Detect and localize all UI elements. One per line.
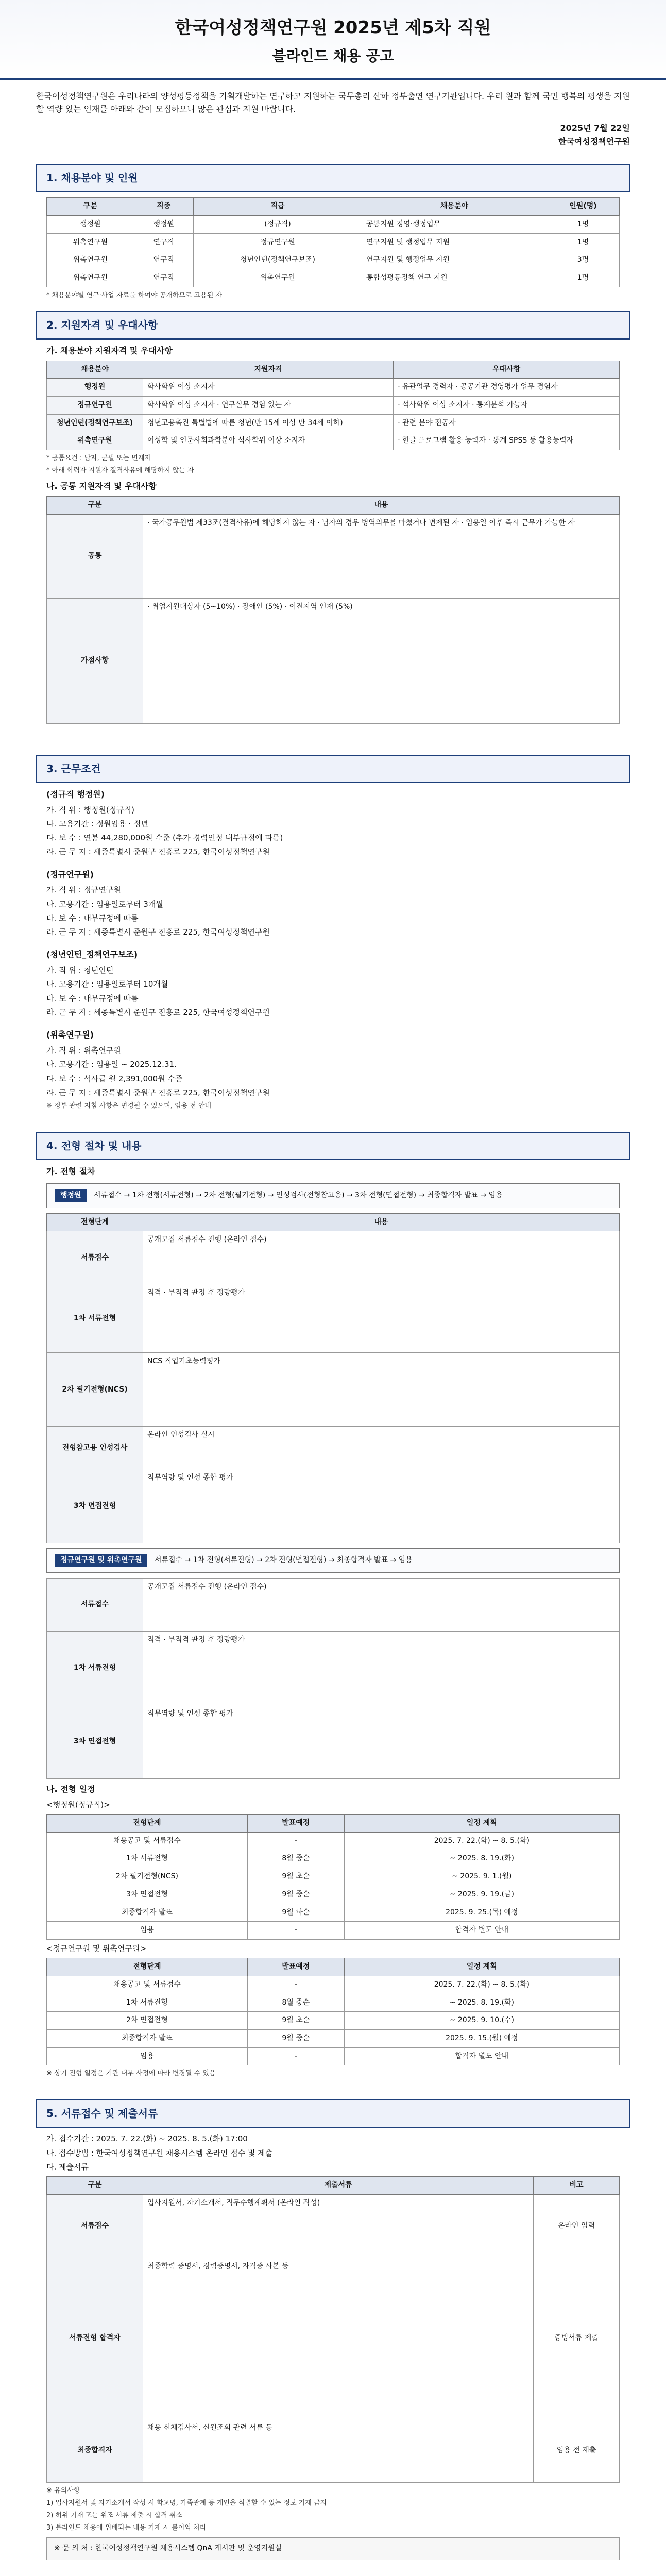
cell: 최종합격자 발표 (47, 1904, 248, 1922)
submit-note: 1) 입사지원서 및 자기소개서 작성 시 학교명, 가족관계 등 개인을 식별할 수 있는 정보 기재 금지 (46, 2499, 327, 2507)
cell: 서류전형 합격자 (47, 2258, 143, 2419)
cell: 임용 (47, 2047, 248, 2065)
table-row (47, 2029, 620, 2047)
cell: 공개모집 서류접수 진행 (온라인 접수) (143, 1231, 620, 1284)
process-flow-2 (46, 1548, 620, 1573)
cell: - (247, 1922, 344, 1940)
cell: 행정원 (47, 379, 143, 397)
cell: NCS 직업기초능력평가 (143, 1353, 620, 1427)
table-row (47, 397, 620, 415)
cell: 공개모집 서류접수 진행 (온라인 접수) (143, 1579, 620, 1632)
cell: ~ 2025. 8. 19.(화) (344, 1994, 619, 2012)
cell: 1명 (547, 269, 619, 287)
cell: ~ 2025. 9. 1.(월) (344, 1868, 619, 1886)
submit-note: 3) 블라인드 채용에 위배되는 내용 기재 시 불이익 처리 (46, 2524, 207, 2532)
cell: 행정원 (47, 215, 134, 233)
qualification-table (46, 361, 620, 450)
cond-line: 다. 보 수 : 석사급 월 2,391,000원 수준 (46, 1074, 183, 1083)
page-header (0, 0, 666, 80)
table-row (47, 414, 620, 432)
section-1-title: 1. 채용분야 및 인원 (36, 164, 630, 192)
submit-line: 나. 접수방법 : 한국여성정책연구원 채용시스템 온라인 접수 및 제출 (46, 2148, 273, 2158)
table-row (47, 1994, 620, 2012)
cell: 2025. 7. 22.(화) ~ 8. 5.(화) (344, 1832, 619, 1850)
table-row (47, 1427, 620, 1469)
cond-line: 나. 고용기간 : 임용일로부터 3개월 (46, 899, 163, 909)
cell: ~ 2025. 8. 19.(화) (344, 1850, 619, 1868)
cell: 9월 초순 (247, 2012, 344, 2030)
cell: 2025. 9. 25.(목) 예정 (344, 1904, 619, 1922)
cell: 전형참고용 인성검사 (47, 1427, 143, 1469)
table-row (47, 1904, 620, 1922)
cell: 2차 면접전형 (47, 2012, 248, 2030)
cell: · 유관업무 경력자 · 공공기관 경영평가 업무 경험자 (394, 379, 620, 397)
submit-line: 다. 제출서류 (46, 2162, 89, 2172)
cell: 온라인 인성검사 실시 (143, 1427, 620, 1469)
cell: 가점사항 (47, 598, 143, 723)
cell: 학사학위 이상 소지자 · 연구실무 경험 있는 자 (143, 397, 394, 415)
cell: 청년인턴(정책연구보조) (47, 414, 143, 432)
cell: 위촉연구원 (47, 233, 134, 251)
table-row (47, 1469, 620, 1543)
cell: ~ 2025. 9. 10.(수) (344, 2012, 619, 2030)
cell: - (247, 1976, 344, 1994)
table-row (47, 215, 620, 233)
table-row (47, 514, 620, 598)
cell: 2025. 7. 22.(화) ~ 8. 5.(화) (344, 1976, 619, 1994)
cond-line: 가. 직 위 : 행정원(정규직) (46, 805, 135, 815)
col-header: 비고 (534, 2177, 620, 2195)
col-header: 전형단계 (47, 1815, 248, 1833)
col-header: 전형단계 (47, 1213, 143, 1231)
col-header: 전형단계 (47, 1958, 248, 1976)
cell: 청년인턴(정책연구보조) (193, 251, 362, 269)
cell: 1명 (547, 215, 619, 233)
table-row (47, 379, 620, 397)
section-3-title: 3. 근무조건 (36, 755, 630, 783)
announce-date: 2025년 7월 22일 (560, 123, 630, 133)
cell: 연구직 (134, 269, 193, 287)
table-row (47, 2419, 620, 2482)
cell: 합격자 별도 안내 (344, 2047, 619, 2065)
schedule-table-2 (46, 1958, 620, 2065)
cond-line: 다. 보 수 : 연봉 44,280,000원 수준 (추가 경력인정 내부규정에 따름) (46, 833, 283, 843)
col-header: 지원자격 (143, 361, 394, 379)
table-row (47, 269, 620, 287)
col-header: 일정 계획 (344, 1815, 619, 1833)
cell: 학사학위 이상 소지자 (143, 379, 394, 397)
table-row (47, 2012, 620, 2030)
col-header: 발표예정 (247, 1958, 344, 1976)
table-row (47, 251, 620, 269)
cell: 2025. 9. 15.(월) 예정 (344, 2029, 619, 2047)
col-header: 채용분야 (362, 198, 547, 216)
cond-line: 라. 근 무 지 : 세종특별시 준원구 진흥로 225, 한국여성정책연구원 (46, 847, 270, 857)
table-row (47, 1705, 620, 1779)
col-header: 일정 계획 (344, 1958, 619, 1976)
table-row (47, 1284, 620, 1353)
col-header: 직급 (193, 198, 362, 216)
cell: 3차 면접전형 (47, 1469, 143, 1543)
cond-line: 나. 고용기간 : 임용일 ~ 2025.12.31. (46, 1060, 177, 1070)
cell: · 국가공무원법 제33조(결격사유)에 해당하지 않는 자 · 남자의 경우 병역의무를 마쳤거나 면제된 자 · 임용일 이후 즉시 근무가 가능한 자 (143, 514, 620, 598)
cell: 증빙서류 제출 (534, 2258, 620, 2419)
cell: 여성학 및 인문사회과학분야 석사학위 이상 소지자 (143, 432, 394, 450)
table-row (47, 1850, 620, 1868)
cell: - (247, 1832, 344, 1850)
cell: 1차 서류전형 (47, 1632, 143, 1705)
section-2b-title: 나. 공통 지원자격 및 우대사항 (46, 481, 157, 492)
cell: 온라인 입력 (534, 2194, 620, 2258)
recruit-table (46, 197, 620, 287)
table-row (47, 1868, 620, 1886)
table-row (47, 233, 620, 251)
section-3-note: ※ 정부 관련 지침 사항은 변경될 수 있으며, 임용 전 안내 (46, 1102, 212, 1110)
cell: · 취업지원대상자 (5~10%) · 장애인 (5%) · 이전지역 인재 (5%) (143, 598, 620, 723)
cell: 9월 초순 (247, 1868, 344, 1886)
flow-text: 서류접수 → 1차 전형(서류전형) → 2차 전형(면접전형) → 최종합격자 발표 → 임용 (154, 1556, 413, 1565)
process-table-2 (46, 1578, 620, 1779)
section-2-title: 2. 지원자격 및 우대사항 (36, 311, 630, 340)
cell: 서류접수 (47, 2194, 143, 2258)
table-row (47, 1832, 620, 1850)
cell: 8월 중순 (247, 1850, 344, 1868)
submit-note: ※ 유의사항 (46, 2486, 80, 2495)
cell: - (247, 2047, 344, 2065)
table-row (47, 432, 620, 450)
section-4a-title: 가. 전형 절차 (46, 1166, 95, 1177)
cell: 1명 (547, 233, 619, 251)
col-header: 채용분야 (47, 361, 143, 379)
cell: 연구직 (134, 233, 193, 251)
cond-head: (정규직 행정원) (46, 789, 105, 799)
cell: 채용공고 및 서류접수 (47, 1832, 248, 1850)
cond-line: 다. 보 수 : 내부규정에 따름 (46, 913, 139, 923)
col-header: 구분 (47, 2177, 143, 2195)
cell: 8월 중순 (247, 1994, 344, 2012)
table-row (47, 2194, 620, 2258)
documents-table (46, 2176, 620, 2483)
submit-line: 가. 접수기간 : 2025. 7. 22.(화) ~ 2025. 8. 5.(화) 17:00 (46, 2134, 248, 2144)
table-row (47, 1976, 620, 1994)
cell: 통합성평등정책 연구 지원 (362, 269, 547, 287)
cell: 연구직 (134, 251, 193, 269)
process-flow (46, 1183, 620, 1208)
cell: 1차 서류전형 (47, 1994, 248, 2012)
col-header: 내용 (143, 1213, 620, 1231)
cell: 3명 (547, 251, 619, 269)
common-qualification-table (46, 496, 620, 724)
table-row (47, 1922, 620, 1940)
cell: 입사지원서, 자기소개서, 직무수행계획서 (온라인 작성) (143, 2194, 534, 2258)
cell: 정규연구원 (47, 397, 143, 415)
cond-line: 라. 근 무 지 : 세종특별시 준원구 진흥로 225, 한국여성정책연구원 (46, 1007, 270, 1017)
cell: 채용공고 및 서류접수 (47, 1976, 248, 1994)
col-header: 인원(명) (547, 198, 619, 216)
cond-line: 나. 고용기간 : 임용일로부터 10개월 (46, 979, 168, 989)
contact-info: ※ 문 의 처 : 한국여성정책연구원 채용시스템 QnA 게시판 및 운영지원실 (46, 2537, 620, 2560)
cell: 직무역량 및 인성 종합 평가 (143, 1469, 620, 1543)
flow-label: 행정원 (55, 1189, 87, 1202)
table-row (47, 1231, 620, 1284)
cell: 위촉연구원 (47, 269, 134, 287)
cell: 공통 (47, 514, 143, 598)
cell: 정규연구원 (193, 233, 362, 251)
cell: 공통지원 경영·행정업무 (362, 215, 547, 233)
table-row (47, 2258, 620, 2419)
table-row (47, 1632, 620, 1705)
col-header: 구분 (47, 497, 143, 515)
cell: 최종합격자 (47, 2419, 143, 2482)
cell: 2차 필기전형(NCS) (47, 1353, 143, 1427)
process-table (46, 1213, 620, 1544)
schedule-title: <정규연구원 및 위촉연구원> (46, 1943, 147, 1953)
submit-note: 2) 허위 기재 또는 위조 서류 제출 시 합격 취소 (46, 2512, 183, 2520)
cell: 2차 필기전형(NCS) (47, 1868, 248, 1886)
cond-line: 가. 직 위 : 청년인턴 (46, 965, 114, 975)
schedule-title: <행정원(정규직)> (46, 1800, 110, 1809)
cond-head: (청년인턴_정책연구보조) (46, 950, 138, 960)
section-4-title: 4. 전형 절차 및 내용 (36, 1132, 630, 1160)
cond-line: 가. 직 위 : 위촉연구원 (46, 1046, 121, 1056)
section-2-note: * 아래 학력자 지원자 결격사유에 해당하지 않는 자 (46, 467, 194, 475)
table-row (47, 1579, 620, 1632)
schedule-note: ※ 상기 전형 일정은 기관 내부 사정에 따라 변경될 수 있음 (46, 2070, 216, 2078)
cell: 적격 · 부적격 판정 후 정량평가 (143, 1284, 620, 1353)
page-title: 한국여성정책연구원 2025년 제5차 직원 (175, 18, 491, 38)
col-header: 발표예정 (247, 1815, 344, 1833)
cell: 적격 · 부적격 판정 후 정량평가 (143, 1632, 620, 1705)
col-header: 직종 (134, 198, 193, 216)
announce-org: 한국여성정책연구원 (558, 137, 630, 147)
cell: 9월 중순 (247, 2029, 344, 2047)
col-header: 내용 (143, 497, 620, 515)
cell: · 관련 분야 전공자 (394, 414, 620, 432)
cell: 위촉연구원 (47, 251, 134, 269)
section-5-title: 5. 서류접수 및 제출서류 (36, 2099, 630, 2128)
cell: 위촉연구원 (193, 269, 362, 287)
section-4b-title: 나. 전형 일정 (46, 1784, 95, 1794)
cell: 3차 면접전형 (47, 1705, 143, 1779)
cell: 임용 (47, 1922, 248, 1940)
cond-line: 라. 근 무 지 : 세종특별시 준원구 진흥로 225, 한국여성정책연구원 (46, 927, 270, 937)
cond-line: 다. 보 수 : 내부규정에 따름 (46, 993, 139, 1003)
cell: 채용 신체검사서, 신원조회 관련 서류 등 (143, 2419, 534, 2482)
cell: · 석사학위 이상 소지자 · 통계분석 가능자 (394, 397, 620, 415)
cond-line: 가. 직 위 : 정규연구원 (46, 885, 121, 895)
cell: 연구지원 및 행정업무 지원 (362, 251, 547, 269)
cell: 3차 면접전형 (47, 1886, 248, 1904)
section-2a-title: 가. 채용분야 지원자격 및 우대사항 (46, 345, 173, 355)
cond-line: 라. 근 무 지 : 세종특별시 준원구 진흥로 225, 한국여성정책연구원 (46, 1088, 270, 1097)
cell: 연구지원 및 행정업무 지원 (362, 233, 547, 251)
cell: 최종학력 증명서, 경력증명서, 자격증 사본 등 (143, 2258, 534, 2419)
flow-text: 서류접수 → 1차 전형(서류전형) → 2차 전형(필기전형) → 인성검사(전형참고용) → 3차 전형(면접전형) → 최종합격자 발표 → 임용 (94, 1191, 503, 1199)
cell: 위촉연구원 (47, 432, 143, 450)
cond-line: 나. 고용기간 : 정원임용 · 정년 (46, 819, 148, 828)
cell: 1차 서류전형 (47, 1284, 143, 1353)
cell: 1차 서류전형 (47, 1850, 248, 1868)
cell: · 한글 프로그램 활용 능력자 · 통계 SPSS 등 활용능력자 (394, 432, 620, 450)
col-header: 구분 (47, 198, 134, 216)
flow-label: 정규연구원 및 위촉연구원 (55, 1554, 147, 1567)
col-header: 우대사항 (394, 361, 620, 379)
page-subtitle: 블라인드 채용 공고 (272, 47, 394, 64)
cell: 9월 중순 (247, 1886, 344, 1904)
table-row (47, 2047, 620, 2065)
cell: 최종합격자 발표 (47, 2029, 248, 2047)
cell: 행정원 (134, 215, 193, 233)
table-row (47, 1886, 620, 1904)
table-row (47, 598, 620, 723)
cell: 서류접수 (47, 1231, 143, 1284)
cond-head: (정규연구원) (46, 869, 94, 879)
section-1-note: * 채용분야별 연구·사업 자료를 하여야 공개하므로 고용된 자 (46, 291, 222, 299)
schedule-table-1 (46, 1814, 620, 1940)
cell: (정규직) (193, 215, 362, 233)
col-header: 제출서류 (143, 2177, 534, 2195)
cell: 직무역량 및 인성 종합 평가 (143, 1705, 620, 1779)
cell: 청년고용촉진 특별법에 따른 청년(만 15세 이상 만 34세 이하) (143, 414, 394, 432)
cell: 임용 전 제출 (534, 2419, 620, 2482)
cell: 서류접수 (47, 1579, 143, 1632)
cond-head: (위촉연구원) (46, 1030, 94, 1040)
cell: 합격자 별도 안내 (344, 1922, 619, 1940)
cell: 9월 하순 (247, 1904, 344, 1922)
intro-text: 한국여성정책연구원은 우리나라의 양성평등정책을 기획개발하는 연구하고 지원하는 국무총리 산하 정부출연 연구기관입니다. 우리 원과 함께 국민 행복의 평생을 지원할 역량 있는 인재를 아래와 같이 모집하오니 많은 관심과 지원 바랍니다. (36, 91, 630, 114)
table-row (47, 1353, 620, 1427)
cell: ~ 2025. 9. 19.(금) (344, 1886, 619, 1904)
section-2-note: * 공통요건 : 남자, 군필 또는 면제자 (46, 454, 151, 463)
